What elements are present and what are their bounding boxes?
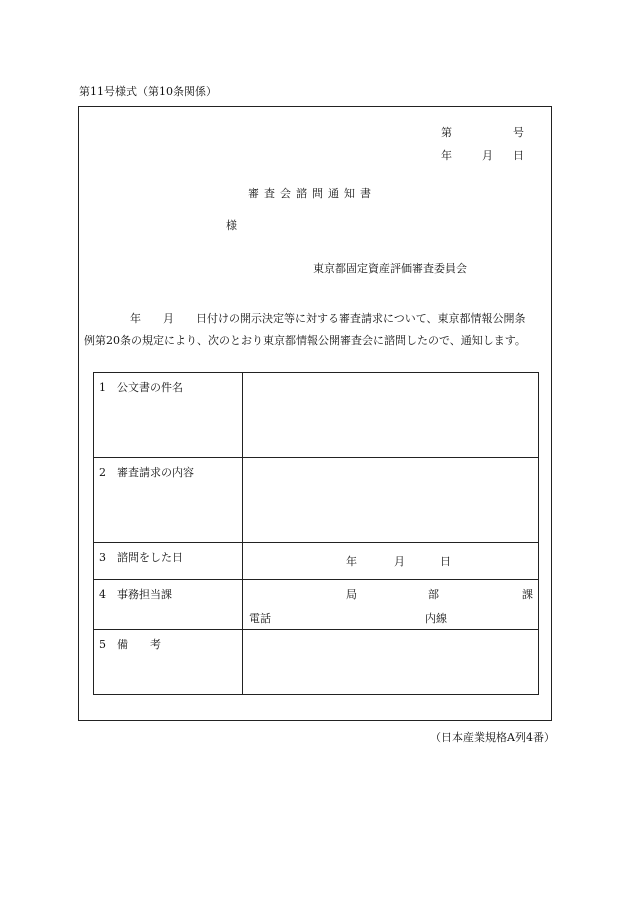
issue-date-day: 日 <box>513 149 524 162</box>
document-title: 審査会諮問通知書 <box>248 187 376 200</box>
issue-date-month: 月 <box>482 149 493 162</box>
table-row <box>94 580 539 630</box>
row-number: 1 <box>99 381 106 394</box>
row-number: 5 <box>99 638 106 651</box>
row-label <box>94 458 243 543</box>
office-phone-label: 電話 <box>249 612 271 625</box>
office-field[interactable] <box>243 580 539 630</box>
office-section: 課 <box>522 588 533 601</box>
consult-date-field[interactable] <box>243 543 539 580</box>
office-bureau: 局 <box>346 588 357 601</box>
body-line-2: 例第20条の規定により、次のとおり東京都情報公開審査会に諮問したので、通知します。 <box>84 334 526 347</box>
paper-size-note: （日本産業規格A列4番） <box>430 731 555 744</box>
row-label-text: 審査請求の内容 <box>117 466 194 479</box>
table-row <box>94 630 539 695</box>
consult-day: 日 <box>440 555 451 568</box>
info-table <box>93 372 539 695</box>
addressee-suffix: 様 <box>226 219 237 232</box>
row-label <box>94 543 243 580</box>
row-label-text: 事務担当課 <box>117 588 172 601</box>
table-row <box>94 458 539 543</box>
row-label <box>94 580 243 630</box>
sender-name: 東京都固定資産評価審査委員会 <box>313 262 467 275</box>
table-row <box>94 543 539 580</box>
consult-year: 年 <box>346 555 357 568</box>
issue-number-suffix: 号 <box>513 126 524 139</box>
request-content-field[interactable] <box>243 458 539 543</box>
row-number: 4 <box>99 588 106 601</box>
issue-number-prefix: 第 <box>441 126 452 139</box>
row-label <box>94 373 243 458</box>
row-label <box>94 630 243 695</box>
consult-month: 月 <box>394 555 405 568</box>
form-number-label: 第11号様式（第10条関係） <box>79 85 217 98</box>
document-subject-field[interactable] <box>243 373 539 458</box>
office-extension-label: 内線 <box>425 612 447 625</box>
row-label-text: 諮問をした日 <box>117 551 183 564</box>
table-row <box>94 373 539 458</box>
issue-date-year: 年 <box>441 149 452 162</box>
office-division: 部 <box>428 588 439 601</box>
row-label-text: 公文書の件名 <box>117 381 183 394</box>
row-number: 2 <box>99 466 106 479</box>
body-line-1: 年 月 日付けの開示決定等に対する審査請求について、東京都情報公開条 <box>130 312 526 325</box>
row-number: 3 <box>99 551 106 564</box>
body-text <box>84 308 554 352</box>
row-label-text: 備 考 <box>117 638 161 651</box>
remarks-field[interactable] <box>243 630 539 695</box>
